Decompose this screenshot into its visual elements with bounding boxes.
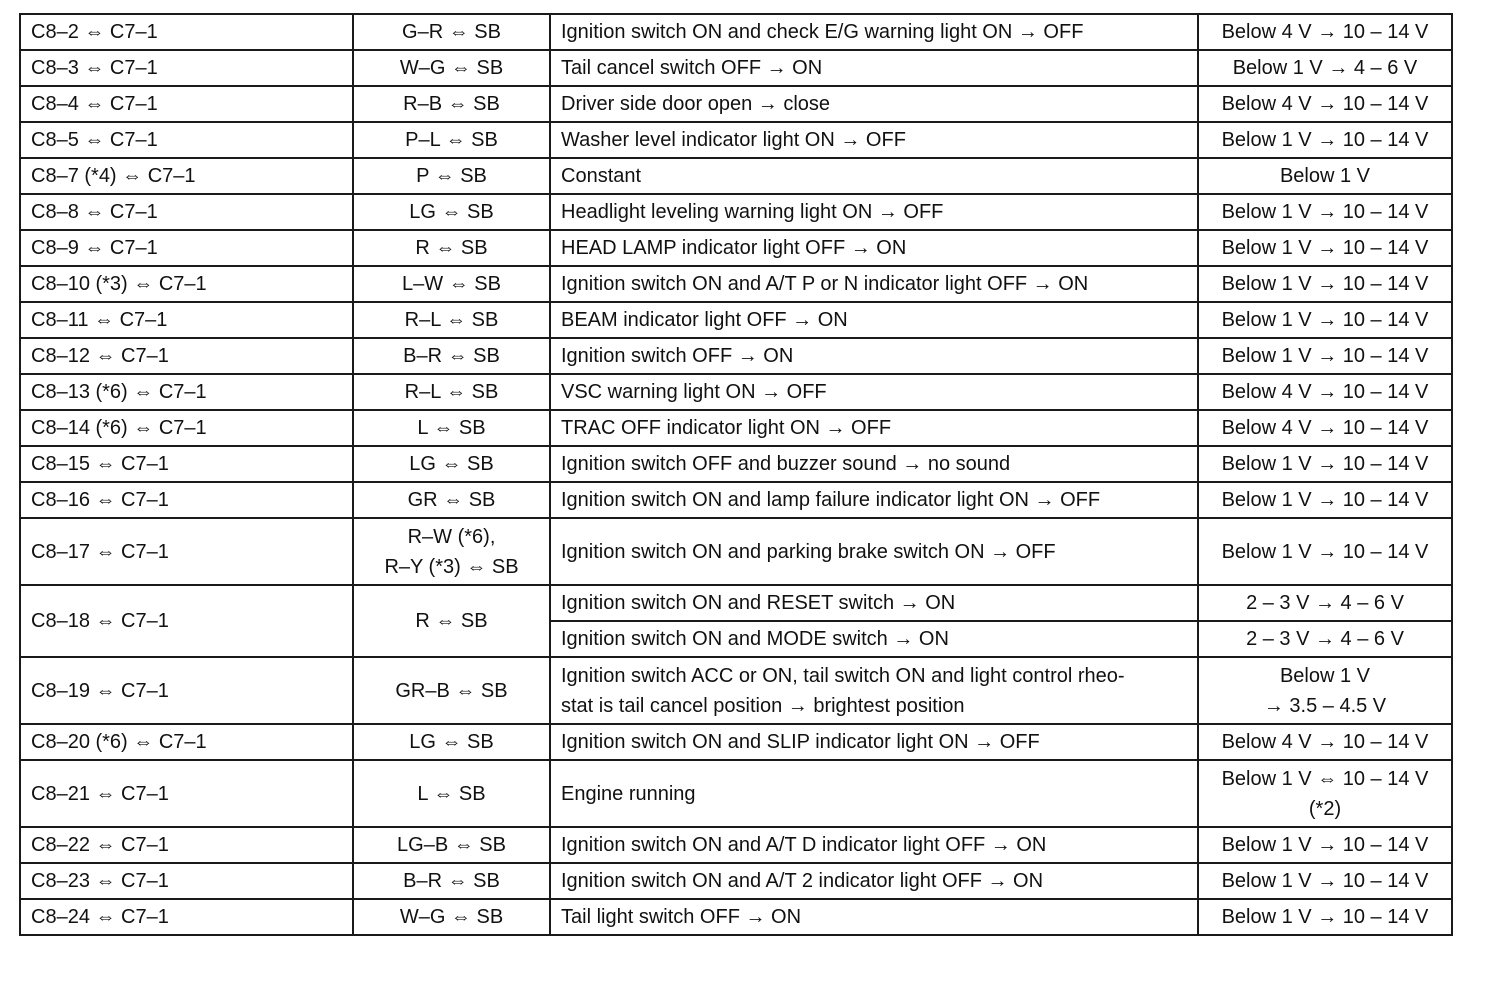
specified-condition-cell: Below 1 V → 10 – 14 V xyxy=(1198,194,1452,230)
specified-condition-cell: Below 1 V → 4 – 6 V xyxy=(1198,50,1452,86)
condition-cell: Tail cancel switch OFF → ON xyxy=(550,50,1198,86)
condition-cell: VSC warning light ON → OFF xyxy=(550,374,1198,410)
wiring-color-cell: L–W ⇔ SB xyxy=(353,266,550,302)
terminal-cell: C8–23 ⇔ C7–1 xyxy=(20,863,353,899)
specified-condition-cell: Below 4 V → 10 – 14 V xyxy=(1198,724,1452,760)
table-row xyxy=(20,266,1452,302)
spec-line: Below 1 V ⇔ 10 – 14 V xyxy=(1221,767,1429,790)
table-row xyxy=(20,194,1452,230)
table-row xyxy=(20,827,1452,863)
terminal-cell: C8–12 ⇔ C7–1 xyxy=(20,338,353,374)
wiring-color-cell: R–L ⇔ SB xyxy=(353,302,550,338)
condition-cell: Tail light switch OFF → ON xyxy=(550,899,1198,935)
table-row xyxy=(20,446,1452,482)
condition-cell: Headlight leveling warning light ON → OFF xyxy=(550,194,1198,230)
wiring-color-cell: B–R ⇔ SB xyxy=(353,338,550,374)
condition-cell: Driver side door open → close xyxy=(550,86,1198,122)
specified-condition-cell: Below 4 V → 10 – 14 V xyxy=(1198,14,1452,50)
wiring-color-cell: GR–B ⇔ SB xyxy=(353,657,550,724)
spec-line: (*2) xyxy=(1308,797,1342,820)
terminal-cell: C8–13 (*6) ⇔ C7–1 xyxy=(20,374,353,410)
condition-cell: Ignition switch OFF and buzzer sound → no sound xyxy=(550,446,1198,482)
terminal-cell: C8–2 ⇔ C7–1 xyxy=(20,14,353,50)
specified-condition-cell: Below 1 V → 10 – 14 V xyxy=(1198,302,1452,338)
wiring-color-cell: W–G ⇔ SB xyxy=(353,50,550,86)
table-row xyxy=(20,899,1452,935)
specified-condition-cell: Below 1 V → 10 – 14 V xyxy=(1198,230,1452,266)
wiring-color-cell: R ⇔ SB xyxy=(353,585,550,657)
table-row xyxy=(20,50,1452,86)
wiring-color-cell: LG ⇔ SB xyxy=(353,446,550,482)
terminal-cell: C8–24 ⇔ C7–1 xyxy=(20,899,353,935)
specified-condition-cell xyxy=(1198,760,1452,827)
table-row xyxy=(20,374,1452,410)
condition-line: Ignition switch ACC or ON, tail switch ON and light control rheo- xyxy=(561,664,1125,687)
spec-line: Below 1 V xyxy=(1279,664,1371,687)
wiring-line: R–W (*6), xyxy=(407,525,496,548)
table-row xyxy=(20,122,1452,158)
table-row xyxy=(20,518,1452,585)
condition-cell: Constant xyxy=(550,158,1198,194)
specified-condition-cell: Below 1 V → 10 – 14 V xyxy=(1198,446,1452,482)
terminal-cell: C8–7 (*4) ⇔ C7–1 xyxy=(20,158,353,194)
table-row xyxy=(20,760,1452,827)
specified-condition-cell: 2 – 3 V → 4 – 6 V xyxy=(1198,585,1452,621)
specified-condition-cell: 2 – 3 V → 4 – 6 V xyxy=(1198,621,1452,657)
terminal-cell: C8–21 ⇔ C7–1 xyxy=(20,760,353,827)
terminal-cell: C8–16 ⇔ C7–1 xyxy=(20,482,353,518)
wiring-color-cell: L ⇔ SB xyxy=(353,410,550,446)
terminal-cell: C8–22 ⇔ C7–1 xyxy=(20,827,353,863)
wiring-color-cell xyxy=(353,518,550,585)
condition-cell: Ignition switch ON and RESET switch → ON xyxy=(550,585,1198,621)
condition-cell: Ignition switch OFF → ON xyxy=(550,338,1198,374)
condition-cell: Ignition switch ON and SLIP indicator light ON → OFF xyxy=(550,724,1198,760)
wiring-color-cell: R ⇔ SB xyxy=(353,230,550,266)
condition-cell: Ignition switch ON and check E/G warning light ON → OFF xyxy=(550,14,1198,50)
table-row xyxy=(20,230,1452,266)
table-row xyxy=(20,338,1452,374)
condition-cell: Washer level indicator light ON → OFF xyxy=(550,122,1198,158)
wiring-color-cell: LG ⇔ SB xyxy=(353,724,550,760)
specified-condition-cell: Below 1 V → 10 – 14 V xyxy=(1198,518,1452,585)
wiring-color-cell: P–L ⇔ SB xyxy=(353,122,550,158)
specified-condition-cell xyxy=(1198,657,1452,724)
wiring-color-cell: P ⇔ SB xyxy=(353,158,550,194)
condition-cell xyxy=(550,657,1198,724)
table-row xyxy=(20,482,1452,518)
table-row xyxy=(20,14,1452,50)
wiring-color-cell: R–B ⇔ SB xyxy=(353,86,550,122)
terminal-cell: C8–19 ⇔ C7–1 xyxy=(20,657,353,724)
specified-condition-cell: Below 1 V → 10 – 14 V xyxy=(1198,122,1452,158)
wiring-color-cell: B–R ⇔ SB xyxy=(353,863,550,899)
spec-line: → 3.5 – 4.5 V xyxy=(1263,694,1387,717)
terminal-cell: C8–8 ⇔ C7–1 xyxy=(20,194,353,230)
table-row xyxy=(20,410,1452,446)
specified-condition-cell: Below 4 V → 10 – 14 V xyxy=(1198,86,1452,122)
wiring-color-cell: GR ⇔ SB xyxy=(353,482,550,518)
terminal-cell: C8–10 (*3) ⇔ C7–1 xyxy=(20,266,353,302)
wiring-color-cell: W–G ⇔ SB xyxy=(353,899,550,935)
condition-cell: Ignition switch ON and A/T D indicator light OFF → ON xyxy=(550,827,1198,863)
table-row xyxy=(20,657,1452,724)
condition-cell: Ignition switch ON and lamp failure indicator light ON → OFF xyxy=(550,482,1198,518)
specified-condition-cell: Below 1 V → 10 – 14 V xyxy=(1198,482,1452,518)
wiring-color-cell: G–R ⇔ SB xyxy=(353,14,550,50)
wiring-color-cell: R–L ⇔ SB xyxy=(353,374,550,410)
wiring-color-cell: LG ⇔ SB xyxy=(353,194,550,230)
specified-condition-cell: Below 1 V → 10 – 14 V xyxy=(1198,338,1452,374)
condition-cell: BEAM indicator light OFF → ON xyxy=(550,302,1198,338)
terminal-cell: C8–18 ⇔ C7–1 xyxy=(20,585,353,657)
specified-condition-cell: Below 1 V → 10 – 14 V xyxy=(1198,899,1452,935)
condition-cell: Engine running xyxy=(550,760,1198,827)
specified-condition-cell: Below 1 V xyxy=(1198,158,1452,194)
wiring-color-cell: LG–B ⇔ SB xyxy=(353,827,550,863)
condition-cell: HEAD LAMP indicator light OFF → ON xyxy=(550,230,1198,266)
specified-condition-cell: Below 4 V → 10 – 14 V xyxy=(1198,410,1452,446)
specified-condition-cell: Below 4 V → 10 – 14 V xyxy=(1198,374,1452,410)
condition-cell: Ignition switch ON and A/T P or N indicator light OFF → ON xyxy=(550,266,1198,302)
table-row xyxy=(20,158,1452,194)
terminal-cell: C8–15 ⇔ C7–1 xyxy=(20,446,353,482)
table-row xyxy=(20,86,1452,122)
condition-cell: TRAC OFF indicator light ON → OFF xyxy=(550,410,1198,446)
terminal-cell: C8–17 ⇔ C7–1 xyxy=(20,518,353,585)
wiring-line: R–Y (*3) ⇔ SB xyxy=(384,555,519,578)
specified-condition-cell: Below 1 V → 10 – 14 V xyxy=(1198,827,1452,863)
table-row xyxy=(20,724,1452,760)
terminal-cell: C8–3 ⇔ C7–1 xyxy=(20,50,353,86)
wiring-color-cell: L ⇔ SB xyxy=(353,760,550,827)
terminal-cell: C8–14 (*6) ⇔ C7–1 xyxy=(20,410,353,446)
table-row xyxy=(20,302,1452,338)
terminal-cell: C8–20 (*6) ⇔ C7–1 xyxy=(20,724,353,760)
table-row xyxy=(20,863,1452,899)
specified-condition-cell: Below 1 V → 10 – 14 V xyxy=(1198,863,1452,899)
terminal-inspection-table xyxy=(19,13,1453,936)
terminal-cell: C8–5 ⇔ C7–1 xyxy=(20,122,353,158)
terminal-cell: C8–11 ⇔ C7–1 xyxy=(20,302,353,338)
specified-condition-cell: Below 1 V → 10 – 14 V xyxy=(1198,266,1452,302)
condition-line: stat is tail cancel position → brightest position xyxy=(561,694,965,717)
table-row xyxy=(20,585,1452,621)
terminal-cell: C8–9 ⇔ C7–1 xyxy=(20,230,353,266)
condition-cell: Ignition switch ON and parking brake switch ON → OFF xyxy=(550,518,1198,585)
terminal-cell: C8–4 ⇔ C7–1 xyxy=(20,86,353,122)
condition-cell: Ignition switch ON and MODE switch → ON xyxy=(550,621,1198,657)
condition-cell: Ignition switch ON and A/T 2 indicator light OFF → ON xyxy=(550,863,1198,899)
